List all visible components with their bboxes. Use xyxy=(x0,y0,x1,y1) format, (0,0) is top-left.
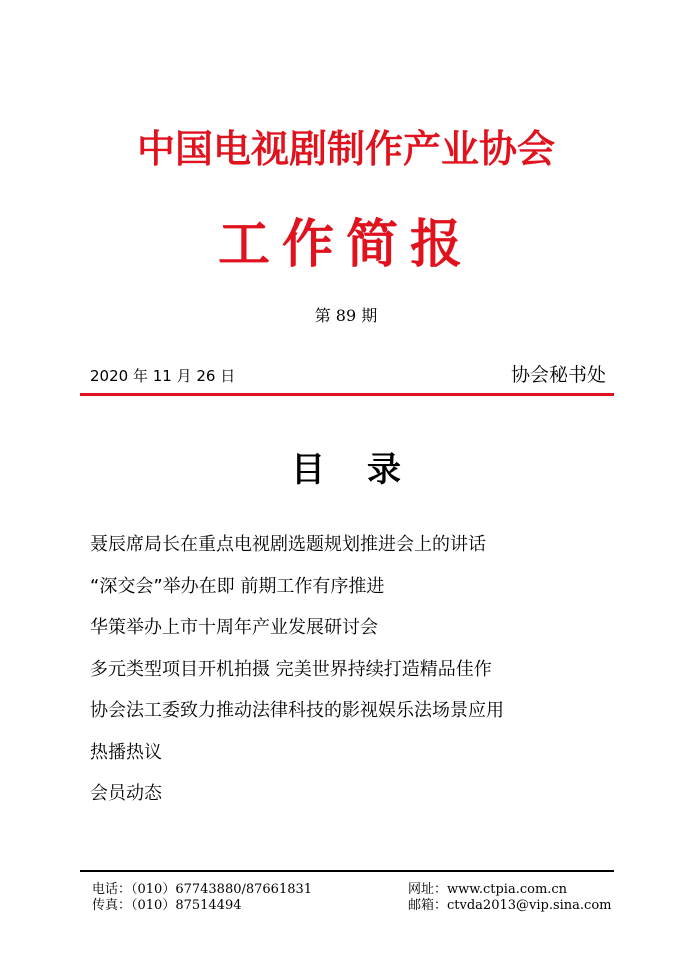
footer-contact-left xyxy=(92,882,312,914)
table-of-contents xyxy=(90,524,504,815)
toc-item[interactable]: 多元类型项目开机拍摄 完美世界持续打造精品佳作 xyxy=(90,658,492,680)
issue-date: 2020 年 11 月 26 日 xyxy=(90,367,236,385)
footer-phone: 电话：（010）67743880/87661831 xyxy=(92,882,313,897)
footer-website: 网址：www.ctpia.com.cn xyxy=(408,882,568,897)
toc-item[interactable]: “深交会”举办在即 前期工作有序推进 xyxy=(90,575,385,597)
toc-item[interactable]: 热播热议 xyxy=(90,741,162,763)
footer-divider xyxy=(80,870,614,872)
toc-item[interactable]: 聂辰席局长在重点电视剧选题规划推进会上的讲话 xyxy=(90,534,486,555)
toc-item[interactable]: 协会法工委致力推动法律科技的影视娱乐法场景应用 xyxy=(90,700,504,721)
toc-item[interactable]: 华策举办上市十周年产业发展研讨会 xyxy=(90,617,378,638)
footer-contact-right xyxy=(408,882,611,914)
organization-title: 中国电视剧制作产业协会 xyxy=(136,126,555,171)
issue-number: 第 89 期 xyxy=(314,306,378,325)
toc-heading: 目录 xyxy=(291,450,443,490)
publication-title: 工作简报 xyxy=(217,214,474,275)
toc-item[interactable]: 会员动态 xyxy=(90,783,162,804)
footer-email: 邮箱：ctvda2013@vip.sina.com xyxy=(408,898,612,913)
footer-fax: 传真：（010）87514494 xyxy=(92,898,242,913)
red-divider xyxy=(80,393,614,396)
issuer: 协会秘书处 xyxy=(510,364,606,386)
